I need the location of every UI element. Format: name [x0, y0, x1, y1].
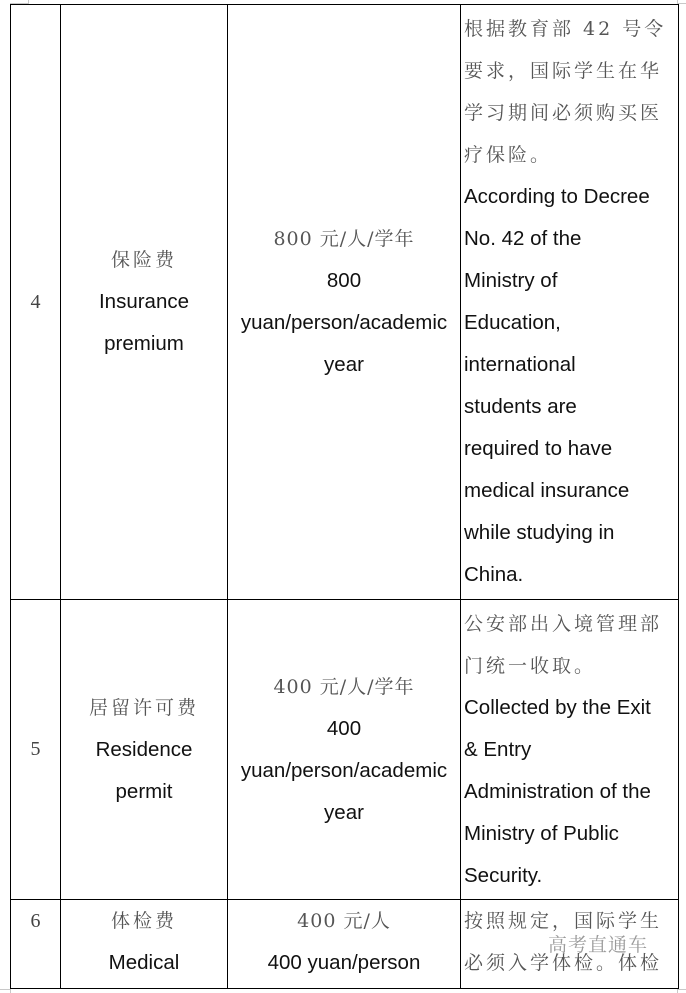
item-cell: [61, 900, 228, 989]
note-en-line: students are: [464, 395, 577, 418]
table-row-insurance: [11, 5, 679, 600]
item-cell: [61, 5, 228, 600]
note-en-line: & Entry: [464, 737, 532, 761]
item-name-cn: 体检费: [110, 910, 177, 932]
note-en-line: According to Decree: [464, 185, 650, 208]
item-name-en-line: Residence: [95, 737, 193, 761]
crop-mark-bottom-left: [0, 989, 11, 993]
note-en-line: China.: [464, 563, 524, 586]
note-cn-line: 门统一收取。: [464, 654, 597, 677]
note-en-line: Collected by the Exit: [464, 695, 651, 719]
note-en-line: Administration of the: [464, 779, 651, 803]
note-en-line: Security.: [464, 863, 543, 887]
item-name-en-line: permit: [115, 779, 173, 803]
note-en-line: required to have: [464, 437, 613, 460]
item-name-en-line: premium: [104, 332, 184, 355]
watermark: 高考直通车: [548, 934, 649, 956]
fee-table: [10, 4, 679, 989]
note-cn-line: 按照规定，国际学生: [464, 910, 663, 932]
fee-en-line: yuan/person/academic: [240, 311, 448, 334]
item-name-en-line: Medical: [108, 951, 180, 974]
table-row-residence-permit: [11, 600, 679, 900]
fee-en-line: yuan/person/academic: [240, 758, 448, 782]
fee-en-line: 400: [326, 716, 362, 740]
note-en-line: medical insurance: [464, 479, 630, 502]
note-en-line: international: [464, 353, 576, 376]
fee-cn: 800 元/人/学年: [273, 228, 415, 250]
note-en-line: while studying in: [464, 521, 615, 544]
note-cn-line: 必须入学体检。体检: [464, 952, 663, 974]
note-en-line: Ministry of: [464, 269, 558, 292]
fee-en-line: 400 yuan/person: [267, 951, 421, 974]
crop-mark-bottom-right: [677, 989, 686, 993]
item-cell: [61, 600, 228, 900]
note-en-line: Education,: [464, 311, 561, 334]
fee-en-line: year: [324, 800, 364, 824]
note-cn-line: 学习期间必须购买医: [464, 102, 663, 124]
note-en-line: No. 42 of the: [464, 227, 582, 250]
fee-en-line: 800: [326, 269, 362, 292]
fee-cell: [228, 5, 461, 600]
fee-cn: 400 元/人/学年: [273, 675, 415, 698]
row-number: 5: [11, 600, 61, 900]
note-cn-line: 公安部出入境管理部: [464, 612, 663, 635]
item-name-cn: 保险费: [110, 249, 177, 271]
note-cn-line: 疗保险。: [464, 144, 553, 166]
note-cn-line: 要求，国际学生在华: [464, 60, 663, 82]
row-number: 4: [11, 5, 61, 600]
item-name-en-line: Insurance: [98, 290, 190, 313]
fee-en-line: year: [324, 353, 364, 376]
item-name-cn: 居留许可费: [88, 696, 199, 719]
fee-cell: [228, 600, 461, 900]
fee-cell: [228, 900, 461, 989]
note-cell: [461, 5, 679, 600]
fee-cn: 400 元/人: [297, 910, 391, 932]
note-en-line: Ministry of Public: [464, 821, 619, 845]
note-cn-line: 根据教育部 42 号令: [464, 18, 667, 40]
row-number: 6: [11, 900, 61, 989]
note-cell: [461, 600, 679, 900]
